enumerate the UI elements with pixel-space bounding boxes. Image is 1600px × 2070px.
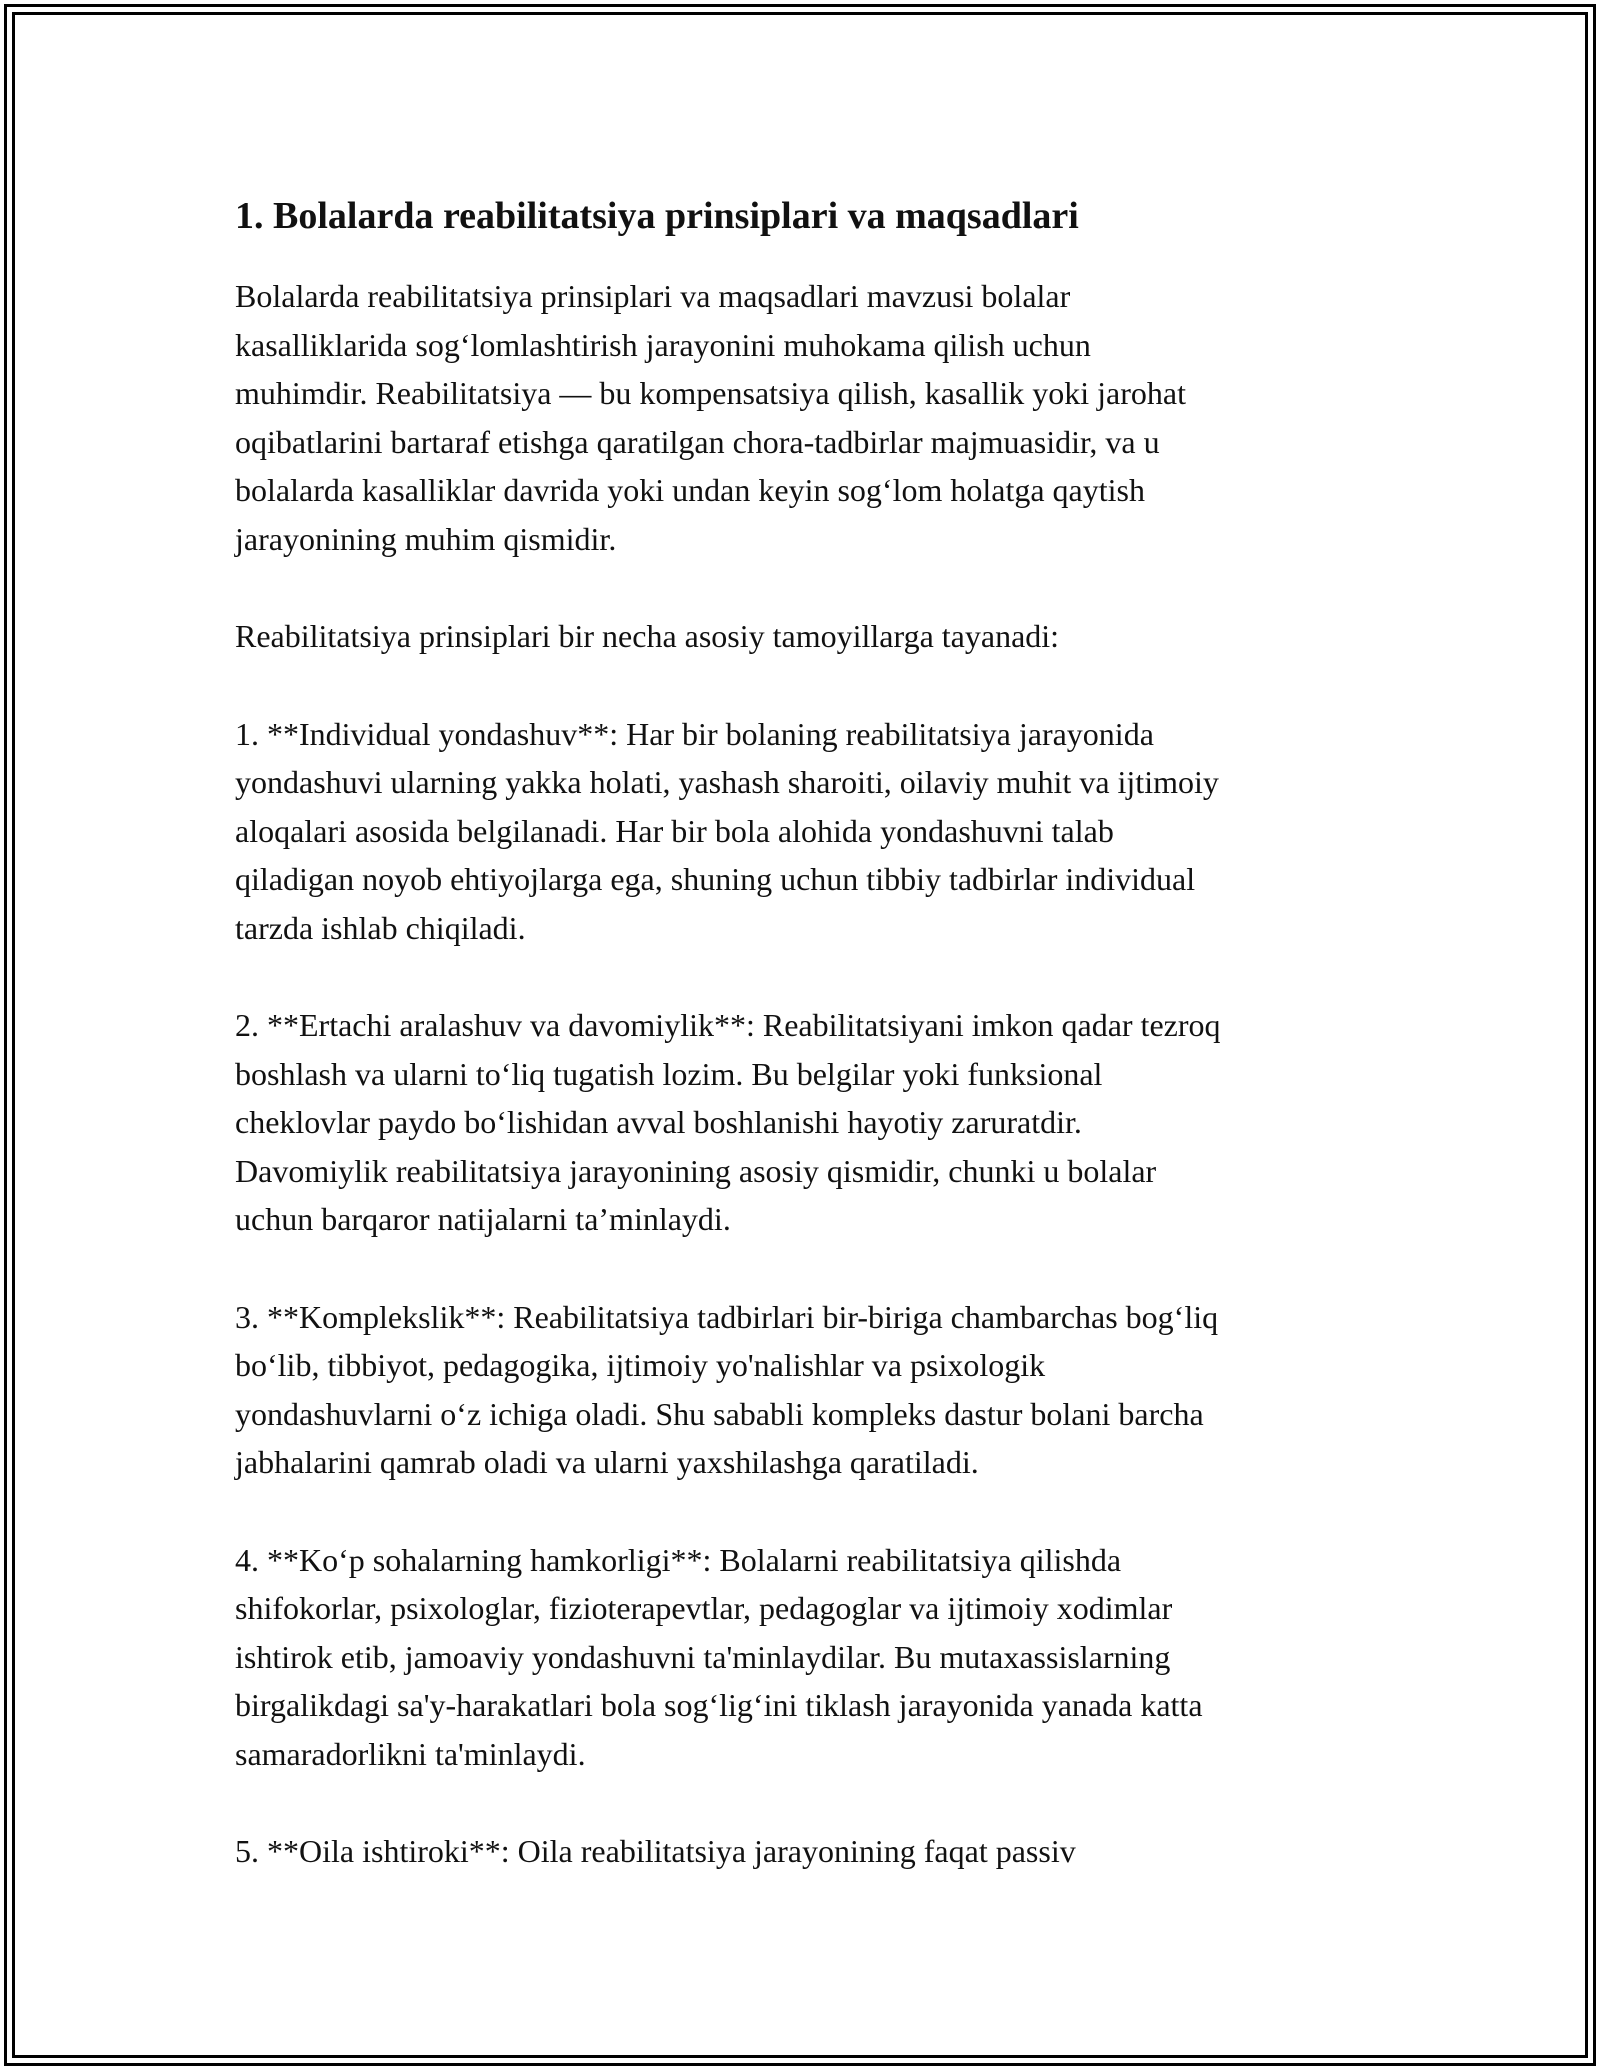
principle-1-paragraph: 1. **Individual yondashuv**: Har bir bolaning reabilitatsiya jarayonida yondashuvi ularning yakka holati, yashash sharoiti, oilaviy muhit va ijtimoiy aloqalari asosida belgilanadi. Har bir bola alohida yondashuvni talab qiladigan noyob ehtiyojlarga ega, shuning uchun tibbiy tadbirlar individual tarzda ishlab chiqiladi. bbox=[235, 715, 1219, 946]
document-page bbox=[235, 188, 1375, 1925]
principle-4-paragraph: 4. **Ko‘p sohalarning hamkorligi**: Bolalarni reabilitatsiya qilishda shifokorlar, psixologlar, fizioterapevtlar, pedagoglar va ijtimoiy xodimlar ishtirok etib, jamoaviy yondashuvni ta'minlaydilar. Bu mutaxassislarning birgalikdagi sa'y-harakatlari bola sog‘lig‘ini tiklash jarayonida yanada katta samaradorlikni ta'minlaydi. bbox=[235, 1541, 1203, 1772]
principle-5-paragraph: 5. **Oila ishtiroki**: Oila reabilitatsiya jarayonining faqat passiv bbox=[235, 1833, 1076, 1869]
intro-paragraph: Bolalarda reabilitatsiya prinsiplari va maqsadlari mavzusi bolalar kasalliklarida sog‘lomlashtirish jarayonini muhokama qilish uchun muhimdir. Reabilitatsiya — bu kompensatsiya qilish, kasallik yoki jarohat oqibatlarini bartaraf etishga qaratilgan chora-tadbirlar majmuasidir, va u bolalarda kasalliklar davrida yoki undan keyin sog‘lom holatga qaytish jarayonining muhim qismidir. bbox=[235, 278, 1186, 557]
section-heading: 1. Bolalarda reabilitatsiya prinsiplari va maqsadlari bbox=[235, 195, 1079, 237]
principle-2-paragraph: 2. **Ertachi aralashuv va davomiylik**: Reabilitatsiyani imkon qadar tezroq boshlash va ularni to‘liq tugatish lozim. Bu belgilar yoki funksional cheklovlar paydo bo‘lishidan avval boshlanishi hayotiy zaruratdir. Davomiylik reabilitatsiya jarayonining asosiy qismidir, chunki u bolalar uchun barqaror natijalarni ta’minlaydi. bbox=[235, 1007, 1221, 1237]
principles-intro-paragraph: Reabilitatsiya prinsiplari bir necha asosiy tamoyillarga tayanadi: bbox=[235, 618, 1060, 654]
principle-3-paragraph: 3. **Komplekslik**: Reabilitatsiya tadbirlari bir-biriga chambarchas bog‘liq bo‘lib, tibbiyot, pedagogika, ijtimoiy yo'nalishlar va psixologik yondashuvlarni o‘z ichiga oladi. Shu sababli kompleks dastur bolani barcha jabhalarini qamrab oladi va ularni yaxshilashga qaratiladi. bbox=[235, 1298, 1219, 1480]
